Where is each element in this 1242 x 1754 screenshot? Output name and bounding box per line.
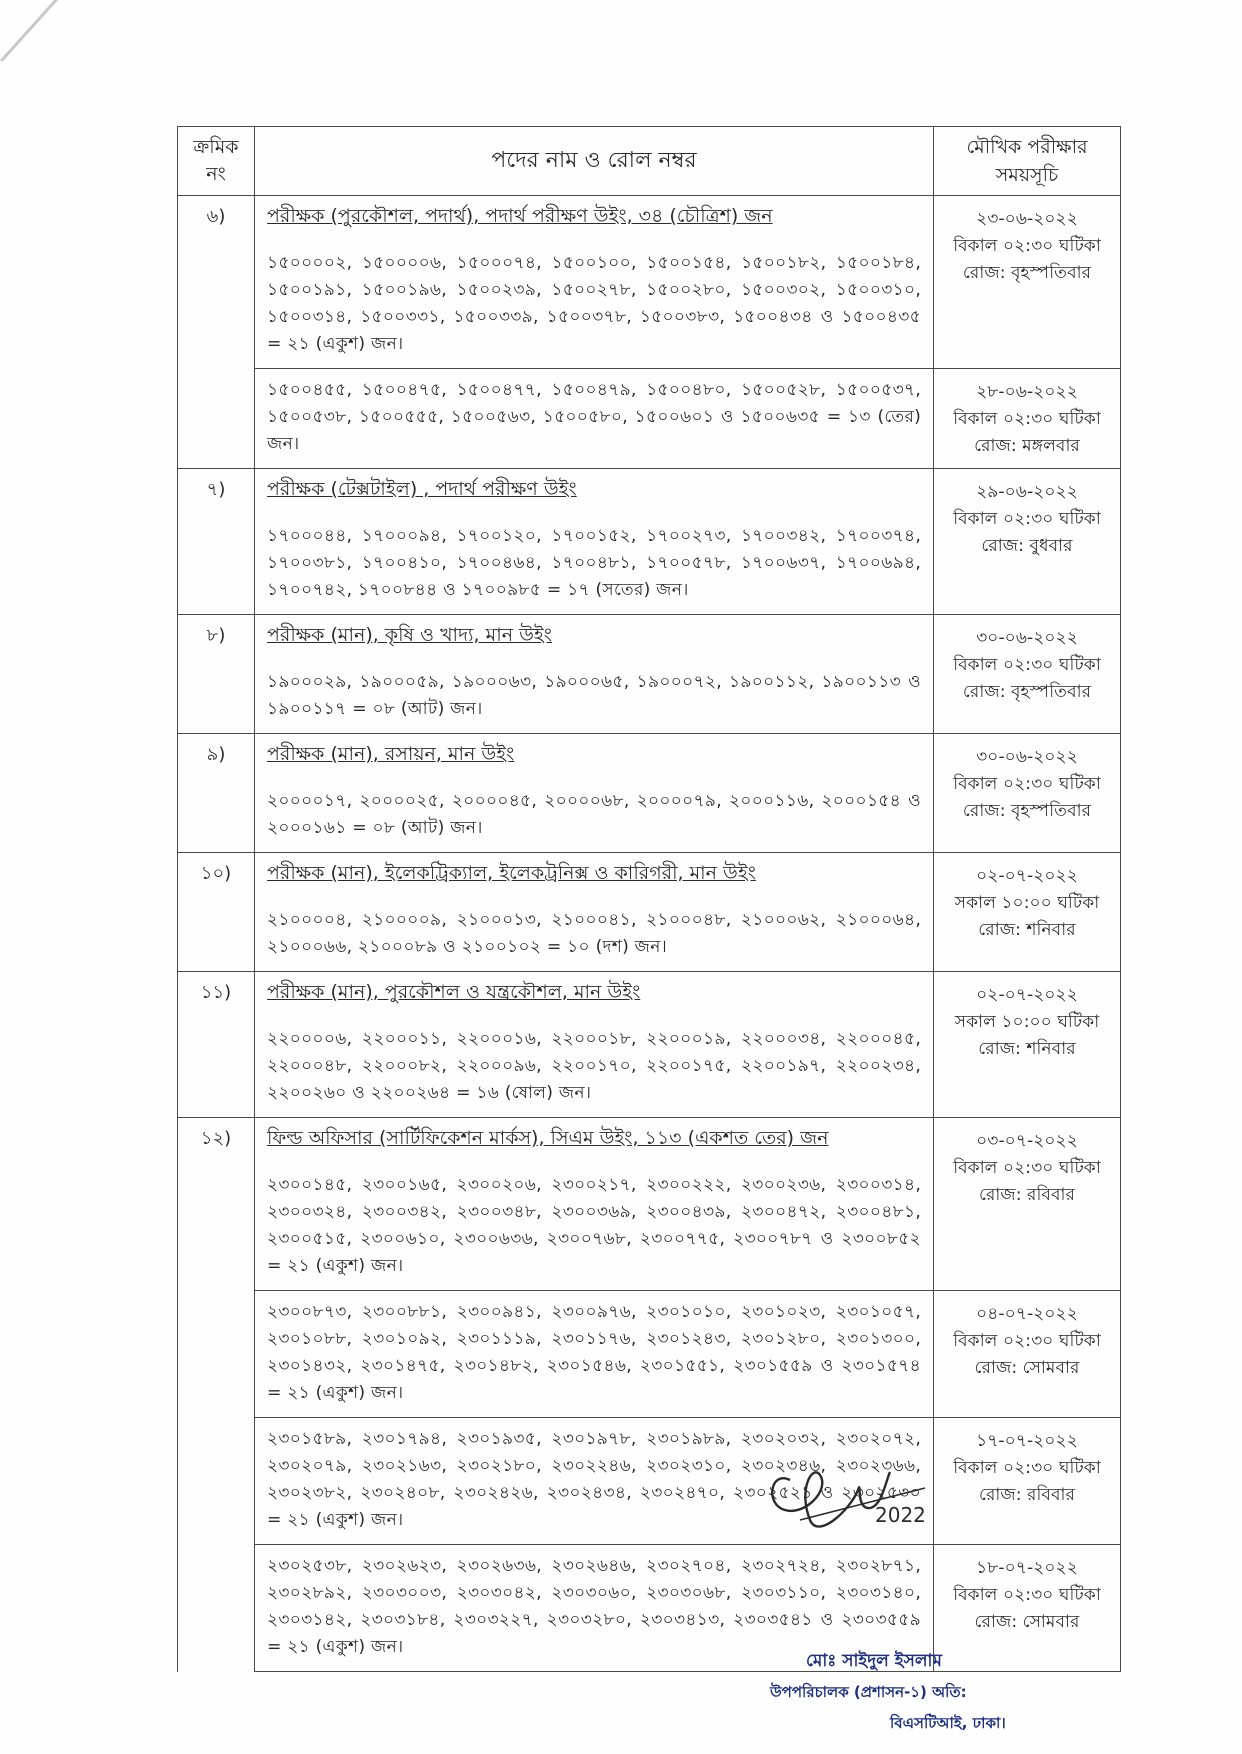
roll-slot-row bbox=[178, 369, 1121, 469]
schedule-time: বিকাল ০২:৩০ ঘটিকা bbox=[953, 655, 1101, 675]
roll-numbers: ২৩০০৮৭৩, ২৩০০৮৮১, ২৩০০৯৪১, ২৩০০৯৭৬, ২৩০১০১০, ২৩০১০২৩, ২৩০১০৫৭, ২৩০১০৮৮, ২৩০১০৯২, ২৩০১১১৯, ২৩০১১৭৬, ২৩০১২৪৩, ২৩০১২৮০, ২৩০১৩০০, ২৩০১৪৩২, ২৩০১৪৭৫, ২৩০১৪৮২, ২৩০১৫৪৬, ২৩০১৫৫১, ২৩০১৫৫৯ ও ২৩০১৫৭৪ = ২১ (একুশ) জন। bbox=[255, 1291, 934, 1418]
serial-number: ৭) bbox=[178, 469, 255, 615]
schedule-time: বিকাল ০২:৩০ ঘটিকা bbox=[953, 1585, 1101, 1605]
schedule-date: ২৩-০৬-২০২২ bbox=[976, 209, 1078, 229]
roll-numbers: ১৫০০৪৫৫, ১৫০০৪৭৫, ১৫০০৪৭৭, ১৫০০৪৭৯, ১৫০০৪৮০, ১৫০০৫২৮, ১৫০০৫৩৭, ১৫০০৫৩৮, ১৫০০৫৫৫, ১৫০০৫৬৩, ১৫০০৫৮০, ১৫০০৬০১ ও ১৫০০৬৩৫ = ১৩ (তের) জন। bbox=[255, 369, 934, 469]
schedule-cell bbox=[934, 196, 1121, 369]
roll-slot-row bbox=[178, 1291, 1121, 1418]
schedule-day: রোজ: বৃহস্পতিবার bbox=[962, 801, 1092, 821]
roll-numbers: ১৯০০০২৯, ১৯০০০৫৯, ১৯০০০৬৩, ১৯০০০৬৫, ১৯০০০৭২, ১৯০০১১২, ১৯০০১১৩ ও ১৯০০১১৭ = ০৮ (আট) জন। bbox=[255, 661, 934, 734]
signatory-name: মোঃ সাইদুল ইসলাম bbox=[806, 1651, 942, 1671]
signatory-designation: উপপরিচালক (প্রশাসন-১) অতি: bbox=[770, 1683, 967, 1701]
schedule-date: ২৯-০৬-২০২২ bbox=[976, 482, 1078, 502]
post-title: পরীক্ষক (মান), ইলেকট্রিক্যাল, ইলেকট্রনিক্স ও কারিগরী, মান উইং bbox=[255, 853, 934, 900]
schedule-time: বিকাল ০২:৩০ ঘটিকা bbox=[953, 1158, 1101, 1178]
schedule-date: ০২-০৭-২০২২ bbox=[976, 866, 1078, 886]
serial-number: ৬) bbox=[178, 196, 255, 469]
group-title-row bbox=[178, 1118, 1121, 1165]
post-title: ফিল্ড অফিসার (সার্টিফিকেশন মার্কস), সিএম উইং, ১১৩ (একশত তের) জন bbox=[255, 1118, 934, 1165]
schedule-time: সকাল ১০:০০ ঘটিকা bbox=[954, 893, 1100, 913]
schedule-date: ০২-০৭-২০২২ bbox=[976, 985, 1078, 1005]
group-title-row bbox=[178, 196, 1121, 243]
header-schedule: মৌখিক পরীক্ষার সময়সূচি bbox=[934, 127, 1121, 196]
roll-numbers: ১৫০০০০২, ১৫০০০০৬, ১৫০০০৭৪, ১৫০০১০০, ১৫০০১৫৪, ১৫০০১৮২, ১৫০০১৮৪, ১৫০০১৯১, ১৫০০১৯৬, ১৫০০২৩৯, ১৫০০২৭৮, ১৫০০২৮০, ১৫০০৩০২, ১৫০০৩১০, ১৫০০৩১৪, ১৫০০৩৩১, ১৫০০৩৩৯, ১৫০০৩৭৮, ১৫০০৩৮৩, ১৫০০৪৩৪ ও ১৫০০৪৩৫ = ২১ (একুশ) জন। bbox=[255, 242, 934, 369]
serial-number: ১১) bbox=[178, 972, 255, 1118]
post-title: পরীক্ষক (মান), পুরকৌশল ও যন্ত্রকৌশল, মান উইং bbox=[255, 972, 934, 1019]
schedule-date: ১৮-০৭-২০২২ bbox=[976, 1558, 1078, 1578]
interview-schedule-table bbox=[177, 126, 1121, 1672]
roll-numbers: ২০০০০১৭, ২০০০০২৫, ২০০০০৪৫, ২০০০০৬৮, ২০০০০৭৯, ২০০০১১৬, ২০০০১৫৪ ও ২০০০১৬১ = ০৮ (আট) জন। bbox=[255, 780, 934, 853]
schedule-day: রোজ: শনিবার bbox=[978, 920, 1076, 940]
roll-numbers: ২৩০০১৪৫, ২৩০০১৬৫, ২৩০০২০৬, ২৩০০২১৭, ২৩০০২২২, ২৩০০২৩৬, ২৩০০৩১৪, ২৩০০৩২৪, ২৩০০৩৪২, ২৩০০৩৪৮, ২৩০০৩৬৯, ২৩০০৪৩৯, ২৩০০৪৭২, ২৩০০৪৮১, ২৩০০৫১৫, ২৩০০৬১০, ২৩০০৬৩৬, ২৩০০৭৬৮, ২৩০০৭৭৫, ২৩০০৭৮৭ ও ২৩০০৮৫২ = ২১ (একুশ) জন। bbox=[255, 1164, 934, 1291]
schedule-day: রোজ: সোমবার bbox=[974, 1358, 1080, 1378]
roll-numbers: ২৩০২৫৩৮, ২৩০২৬২৩, ২৩০২৬৩৬, ২৩০২৬৪৬, ২৩০২৭০৪, ২৩০২৭২৪, ২৩০২৮৭১, ২৩০২৮৯২, ২৩০৩০০৩, ২৩০৩০৪২, ২৩০৩০৬০, ২৩০৩০৬৮, ২৩০৩১১০, ২৩০৩১৪০, ২৩০৩১৪২, ২৩০৩১৮৪, ২৩০৩২২৭, ২৩০৩২৮০, ২৩০৩৪১৩, ২৩০৩৫৪১ ও ২৩০৩৫৫৯ = ২১ (একুশ) জন। bbox=[255, 1545, 934, 1672]
schedule-cell bbox=[934, 469, 1121, 615]
schedule-cell bbox=[934, 1291, 1121, 1418]
serial-number: ৮) bbox=[178, 615, 255, 734]
post-title: পরীক্ষক (মান), রসায়ন, মান উইং bbox=[255, 734, 934, 781]
schedule-day: রোজ: রবিবার bbox=[979, 1485, 1075, 1505]
signatory-office: বিএসটিআই, ঢাকা। bbox=[890, 1714, 1006, 1732]
signature-scribble bbox=[760, 1450, 1080, 1650]
schedule-date: ১৭-০৭-২০২২ bbox=[976, 1431, 1078, 1451]
group-title-row bbox=[178, 469, 1121, 516]
group-title-row bbox=[178, 972, 1121, 1019]
schedule-cell bbox=[934, 972, 1121, 1118]
serial-number: ৯) bbox=[178, 734, 255, 853]
scan-edge-mark bbox=[0, 0, 116, 62]
schedule-time: বিকাল ০২:৩০ ঘটিকা bbox=[953, 409, 1101, 429]
schedule-date: ০৩-০৭-২০২২ bbox=[976, 1131, 1078, 1151]
schedule-day: রোজ: বুধবার bbox=[981, 536, 1073, 556]
table-header-row bbox=[178, 127, 1121, 196]
schedule-day: রোজ: মঙ্গলবার bbox=[974, 436, 1080, 456]
schedule-day: রোজ: রবিবার bbox=[979, 1185, 1075, 1205]
roll-numbers: ১৭০০০৪৪, ১৭০০০৯৪, ১৭০০১২০, ১৭০০১৫২, ১৭০০২৭৩, ১৭০০৩৪২, ১৭০০৩৭৪, ১৭০০৩৮১, ১৭০০৪১০, ১৭০০৪৬৪, ১৭০০৪৮১, ১৭০০৫৭৮, ১৭০০৬৩৭, ১৭০০৬৯৪, ১৭০০৭৪২, ১৭০০৮৪৪ ও ১৭০০৯৮৫ = ১৭ (সতের) জন। bbox=[255, 515, 934, 615]
schedule-day: রোজ: বৃহস্পতিবার bbox=[962, 682, 1092, 702]
schedule-time: সকাল ১০:০০ ঘটিকা bbox=[954, 1012, 1100, 1032]
roll-numbers: ২৩০১৫৮৯, ২৩০১৭৯৪, ২৩০১৯৩৫, ২৩০১৯৭৮, ২৩০১৯৮৯, ২৩০২০৩২, ২৩০২০৭২, ২৩০২০৭৯, ২৩০২১৬৩, ২৩০২১৮০, ২৩০২২৪৬, ২৩০২৩১০, ২৩০২৩৪৬, ২৩০২৩৬৬, ২৩০২৩৮২, ২৩০২৪০৮, ২৩০২৪২৬, ২৩০২৪৩৪, ২৩০২৪৭০, ২৩০২৫২১ ও ২৩০২৫৩০ = ২১ (একুশ) জন। bbox=[255, 1418, 934, 1545]
header-serial: ক্রমিক নং bbox=[178, 127, 255, 196]
schedule-date: ০৪-০৭-২০২২ bbox=[976, 1304, 1078, 1324]
schedule-day: রোজ: বৃহস্পতিবার bbox=[962, 263, 1092, 283]
schedule-time: বিকাল ০২:৩০ ঘটিকা bbox=[953, 236, 1101, 256]
schedule-cell bbox=[934, 853, 1121, 972]
schedule-date: ২৮-০৬-২০২২ bbox=[976, 382, 1078, 402]
serial-number: ১২) bbox=[178, 1118, 255, 1672]
signature-date-scribble: 2022 bbox=[875, 1503, 926, 1527]
roll-numbers: ২২০০০০৬, ২২০০০১১, ২২০০০১৬, ২২০০০১৮, ২২০০০১৯, ২২০০০৩৪, ২২০০০৪৫, ২২০০০৪৮, ২২০০০৮২, ২২০০০৯৬, ২২০০১৭০, ২২০০১৭৫, ২২০০১৯৭, ২২০০২৩৪, ২২০০২৬০ ও ২২০০২৬৪ = ১৬ (ষোল) জন। bbox=[255, 1018, 934, 1118]
schedule-time: বিকাল ০২:৩০ ঘটিকা bbox=[953, 1331, 1101, 1351]
serial-number: ১০) bbox=[178, 853, 255, 972]
roll-numbers: ২১০০০০৪, ২১০০০০৯, ২১০০০১৩, ২১০০০৪১, ২১০০০৪৮, ২১০০০৬২, ২১০০০৬৪, ২১০০০৬৬, ২১০০০৮৯ ও ২১০০১০২ = ১০ (দশ) জন। bbox=[255, 899, 934, 972]
post-title: পরীক্ষক (টেক্সটাইল) , পদার্থ পরীক্ষণ উইং bbox=[255, 469, 934, 516]
post-title: পরীক্ষক (পুরকৌশল, পদার্থ), পদার্থ পরীক্ষণ উইং, ৩৪ (চৌত্রিশ) জন bbox=[255, 196, 934, 243]
schedule-time: বিকাল ০২:৩০ ঘটিকা bbox=[953, 774, 1101, 794]
post-title: পরীক্ষক (মান), কৃষি ও খাদ্য, মান উইং bbox=[255, 615, 934, 662]
group-title-row bbox=[178, 734, 1121, 781]
schedule-cell bbox=[934, 369, 1121, 469]
schedule-cell bbox=[934, 734, 1121, 853]
schedule-day: রোজ: সোমবার bbox=[974, 1612, 1080, 1632]
group-title-row bbox=[178, 615, 1121, 662]
schedule-date: ৩০-০৬-২০২২ bbox=[976, 628, 1078, 648]
header-post-roll: পদের নাম ও রোল নম্বর bbox=[255, 127, 934, 196]
schedule-cell bbox=[934, 615, 1121, 734]
schedule-time: বিকাল ০২:৩০ ঘটিকা bbox=[953, 1458, 1101, 1478]
schedule-date: ৩০-০৬-২০২২ bbox=[976, 747, 1078, 767]
group-title-row bbox=[178, 853, 1121, 900]
schedule-day: রোজ: শনিবার bbox=[978, 1039, 1076, 1059]
schedule-time: বিকাল ০২:৩০ ঘটিকা bbox=[953, 509, 1101, 529]
schedule-cell bbox=[934, 1118, 1121, 1291]
